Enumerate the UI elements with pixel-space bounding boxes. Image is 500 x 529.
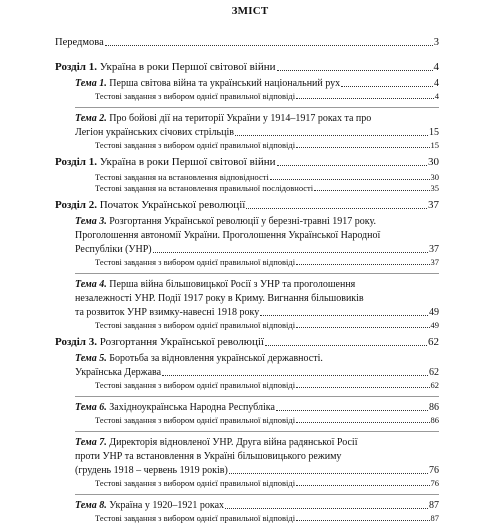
toc-topic-5 xyxy=(55,352,439,391)
topic-page: 86 xyxy=(429,402,439,413)
topic-line: Боротьба за відновлення української державності. xyxy=(109,353,323,364)
divider xyxy=(75,396,439,397)
dot-leader xyxy=(276,409,428,411)
topic-page: 15 xyxy=(429,127,439,138)
sub-page: 37 xyxy=(430,257,439,267)
toc-section-1 xyxy=(55,61,439,74)
toc-topic-3 xyxy=(55,215,439,268)
section-page: 37 xyxy=(428,199,439,211)
preface-page: 3 xyxy=(433,37,439,48)
topic-line: Перша світова війна та український національний рух xyxy=(109,78,341,89)
toc-sub-entry xyxy=(55,257,439,268)
sub-page: 86 xyxy=(430,415,439,425)
dot-leader xyxy=(277,69,433,71)
dot-leader xyxy=(296,386,429,388)
sub-page: 35 xyxy=(430,183,439,193)
section-label: Розділ 1. xyxy=(55,156,97,168)
topic-line: Республіки (УНР) xyxy=(75,244,152,255)
sub-text: Тестові завдання з вибором однієї правильної відповіді xyxy=(95,91,296,101)
toc-topic-1 xyxy=(55,77,439,102)
topic-label: Тема 5. xyxy=(75,353,107,364)
dot-leader xyxy=(246,207,427,209)
dot-leader xyxy=(296,519,429,521)
topic-line: Перша війна більшовицької Росії з УНР та проголошення xyxy=(109,279,356,290)
dot-leader xyxy=(260,314,428,316)
topic-page: 4 xyxy=(434,78,439,89)
sub-text: Тестові завдання з вибором однієї правильної відповіді xyxy=(95,380,296,390)
toc-sub-entry xyxy=(55,140,439,151)
topic-line: Західноукраїнська Народна Республіка xyxy=(109,402,275,413)
sub-page: 76 xyxy=(430,478,439,488)
toc-sub-entry xyxy=(55,183,439,194)
section-label: Розділ 3. xyxy=(55,336,97,348)
topic-label: Тема 8. xyxy=(75,500,107,511)
sub-text: Тестові завдання з вибором однієї правильної відповіді xyxy=(95,513,296,523)
topic-line: та розвиток УНР взимку-навесні 1918 року xyxy=(75,307,260,318)
dot-leader xyxy=(296,484,429,486)
topic-line: Розгортання Української революції у березні-травні 1917 року. xyxy=(109,216,376,227)
toc-topic-6 xyxy=(55,401,439,426)
sub-text: Тестові завдання з вибором однієї правильної відповіді xyxy=(95,140,296,150)
toc-sub-entry xyxy=(55,91,439,102)
dot-leader xyxy=(270,178,430,180)
topic-page: 62 xyxy=(429,367,439,378)
sub-text: Тестові завдання на встановлення правильної послідовності xyxy=(95,183,314,193)
sub-text: Тестові завдання з вибором однієї правильної відповіді xyxy=(95,320,296,330)
topic-label: Тема 1. xyxy=(75,78,107,89)
page-title: ЗМІСТ xyxy=(231,5,269,17)
toc-topic-2 xyxy=(55,112,439,151)
dot-leader xyxy=(277,164,428,166)
section-title: Розгортання Української революції xyxy=(99,336,264,348)
topic-label: Тема 3. xyxy=(75,216,107,227)
section-label: Розділ 2. xyxy=(55,199,97,211)
toc-section-1-tests xyxy=(55,156,439,169)
dot-leader xyxy=(225,507,428,509)
toc-sub-entry xyxy=(55,478,439,489)
dot-leader xyxy=(296,326,429,328)
toc-sub-entry xyxy=(55,380,439,391)
dot-leader xyxy=(296,97,434,99)
sub-text: Тестові завдання з вибором однієї правильної відповіді xyxy=(95,478,296,488)
divider xyxy=(75,273,439,274)
topic-label: Тема 4. xyxy=(75,279,107,290)
dot-leader xyxy=(296,263,429,265)
topic-page: 87 xyxy=(429,500,439,511)
sub-text: Тестові завдання з вибором однієї правильної відповіді xyxy=(95,257,296,267)
divider xyxy=(75,431,439,432)
preface-text: Передмова xyxy=(55,37,104,48)
toc-sub-entry xyxy=(55,513,439,524)
sub-page: 49 xyxy=(430,320,439,330)
toc-sub-entry xyxy=(55,320,439,331)
section-title: Україна в роки Першої світової війни xyxy=(99,61,276,73)
topic-line: незалежності УНР. Події 1917 року в Криму. Вигнання більшовиків xyxy=(75,293,364,304)
dot-leader xyxy=(235,134,428,136)
sub-page: 30 xyxy=(430,172,439,182)
topic-line: Про бойові дії на території України у 1914–1917 роках та про xyxy=(109,113,372,124)
topic-label: Тема 7. xyxy=(75,437,107,448)
toc-topic-4 xyxy=(55,278,439,331)
toc-preface xyxy=(55,36,439,49)
dot-leader xyxy=(296,421,429,423)
sub-text: Тестові завдання на встановлення відповідності xyxy=(95,172,269,182)
toc-sub-entry xyxy=(55,415,439,426)
topic-line: Українська Держава xyxy=(75,367,162,378)
topic-line: Директорія відновленої УНР. Друга війна радянської Росії xyxy=(109,437,358,448)
topic-line: проти УНР та встановлення в Україні більшовицького режиму xyxy=(75,451,342,462)
topic-line: (грудень 1918 – червень 1919 років) xyxy=(75,465,228,476)
divider xyxy=(75,107,439,108)
toc-section-1-subs xyxy=(55,172,439,194)
sub-page: 87 xyxy=(430,513,439,523)
dot-leader xyxy=(265,344,427,346)
dot-leader xyxy=(153,251,428,253)
table-of-contents xyxy=(55,36,439,529)
sub-page: 62 xyxy=(430,380,439,390)
topic-line: Легіон українських січових стрільців xyxy=(75,127,234,138)
sub-page: 15 xyxy=(430,140,439,150)
dot-leader xyxy=(314,189,429,191)
dot-leader xyxy=(229,472,428,474)
dot-leader xyxy=(105,44,433,46)
section-title: Україна в роки Першої світової війни xyxy=(99,156,276,168)
section-page: 62 xyxy=(428,336,439,348)
section-page: 30 xyxy=(428,156,439,168)
toc-topic-7 xyxy=(55,436,439,489)
divider xyxy=(75,494,439,495)
dot-leader xyxy=(296,146,429,148)
section-label: Розділ 1. xyxy=(55,61,97,73)
toc-section-2 xyxy=(55,199,439,212)
toc-section-3 xyxy=(55,336,439,349)
sub-page: 4 xyxy=(434,91,439,101)
dot-leader xyxy=(341,85,433,87)
topic-page: 76 xyxy=(429,465,439,476)
topic-label: Тема 6. xyxy=(75,402,107,413)
dot-leader xyxy=(162,374,428,376)
topic-line: Проголошення автономії України. Проголошення Української Народної xyxy=(75,230,381,241)
toc-topic-8 xyxy=(55,499,439,524)
topic-page: 49 xyxy=(429,307,439,318)
sub-text: Тестові завдання з вибором однієї правильної відповіді xyxy=(95,415,296,425)
topic-page: 37 xyxy=(429,244,439,255)
topic-line: Україна у 1920–1921 роках xyxy=(109,500,225,511)
topic-label: Тема 2. xyxy=(75,113,107,124)
section-title: Початок Української революції xyxy=(99,199,246,211)
section-page: 4 xyxy=(433,61,439,73)
toc-sub-entry xyxy=(55,172,439,183)
